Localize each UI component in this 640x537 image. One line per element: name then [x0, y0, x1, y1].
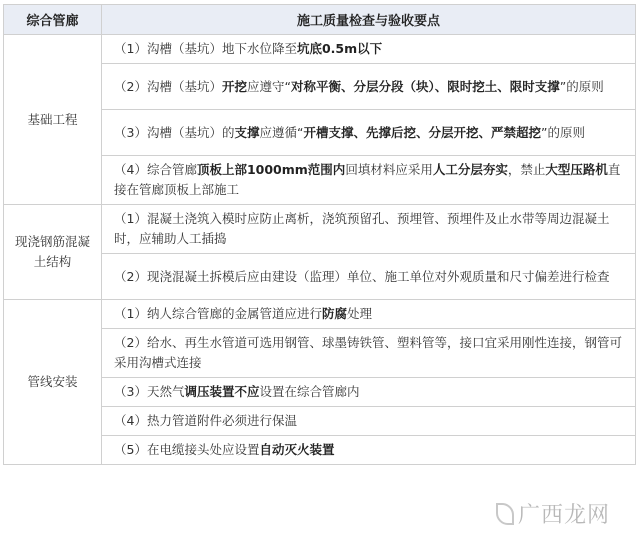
bold-text: 自动灭火装置: [259, 442, 335, 457]
category-cell: 管线安装: [4, 300, 102, 465]
text-segment: 设置在综合管廊内: [259, 384, 360, 399]
bold-text: 开挖: [221, 78, 247, 94]
bold-text: 支撑: [234, 124, 260, 140]
item-cell: [102, 205, 636, 254]
text-segment: ”的原则: [559, 78, 604, 94]
item-cell: [102, 156, 636, 205]
text-segment: （2）沟槽（基坑）: [114, 78, 222, 94]
text-segment: ，禁止: [507, 162, 546, 177]
table-header-row: [4, 5, 636, 35]
bold-text: 大型压路机: [545, 162, 608, 177]
item-cell: [102, 407, 636, 436]
text-segment: 应遵循“: [259, 124, 304, 140]
table-row: [4, 300, 636, 329]
text-segment: （2）给水、再生水管道可选用钢管、球墨铸铁管、塑料管等，接口宜采用刚性连接，钢管可采用沟槽式连接: [114, 335, 622, 370]
item-cell: [102, 300, 636, 329]
bold-text: 对称平衡、分层分段（块）、限时挖土、限时支撑: [290, 78, 560, 94]
item-cell: [102, 35, 636, 64]
text-segment: 回填材料应采用: [345, 162, 433, 177]
bold-text: 人工分层夯实: [432, 162, 508, 177]
text-segment: （2）现浇混凝土拆模后应由建设（监理）单位、施工单位对外观质量和尺寸偏差进行检查: [114, 268, 610, 284]
category-cell: 现浇钢筋混凝土结构: [4, 205, 102, 300]
text-segment: （4）综合管廊: [114, 162, 197, 177]
text-segment: （3）天然气: [114, 384, 185, 399]
bold-text: 开槽支撑、先撑后挖、分层开挖、严禁超挖: [303, 124, 541, 140]
text-segment: 应遵守“: [246, 78, 291, 94]
watermark-text: 广西龙网: [517, 503, 610, 528]
text-segment: （5）在电缆接头处应设置: [114, 442, 260, 457]
text-segment: （1）混凝土浇筑入模时应防止离析，浇筑预留孔、预埋管、预埋件及止水带等周边混凝土时，应辅助人工插捣: [114, 211, 610, 246]
header-points: 施工质量检查与验收要点: [102, 5, 636, 35]
watermark: [496, 498, 610, 529]
item-cell: [102, 329, 636, 378]
text-segment: 直接在管廊顶板上部施工: [114, 162, 621, 197]
text-segment: （1）沟槽（基坑）地下水位降至: [114, 41, 297, 56]
text-segment: ”的原则: [540, 124, 585, 140]
item-cell: [102, 64, 636, 110]
item-cell: [102, 254, 636, 300]
item-cell: [102, 436, 636, 465]
item-cell: [102, 110, 636, 156]
inspection-table: [3, 4, 636, 465]
bold-text: 坑底0.5m以下: [296, 41, 383, 56]
header-category: 综合管廊: [4, 5, 102, 35]
category-cell: 基础工程: [4, 35, 102, 205]
text-segment: （3）沟槽（基坑）的: [114, 124, 235, 140]
item-cell: [102, 378, 636, 407]
text-segment: （4）热力管道附件必须进行保温: [114, 413, 297, 428]
table-row: [4, 205, 636, 254]
leaf-logo-icon: [496, 503, 514, 525]
bold-text: 防腐: [321, 306, 347, 321]
bold-text: 顶板上部1000mm范围内: [196, 162, 346, 177]
table-row: [4, 35, 636, 64]
text-segment: 处理: [346, 306, 372, 321]
text-segment: （1）纳人综合管廊的金属管道应进行: [114, 306, 322, 321]
bold-text: 调压装置不应: [184, 384, 260, 399]
